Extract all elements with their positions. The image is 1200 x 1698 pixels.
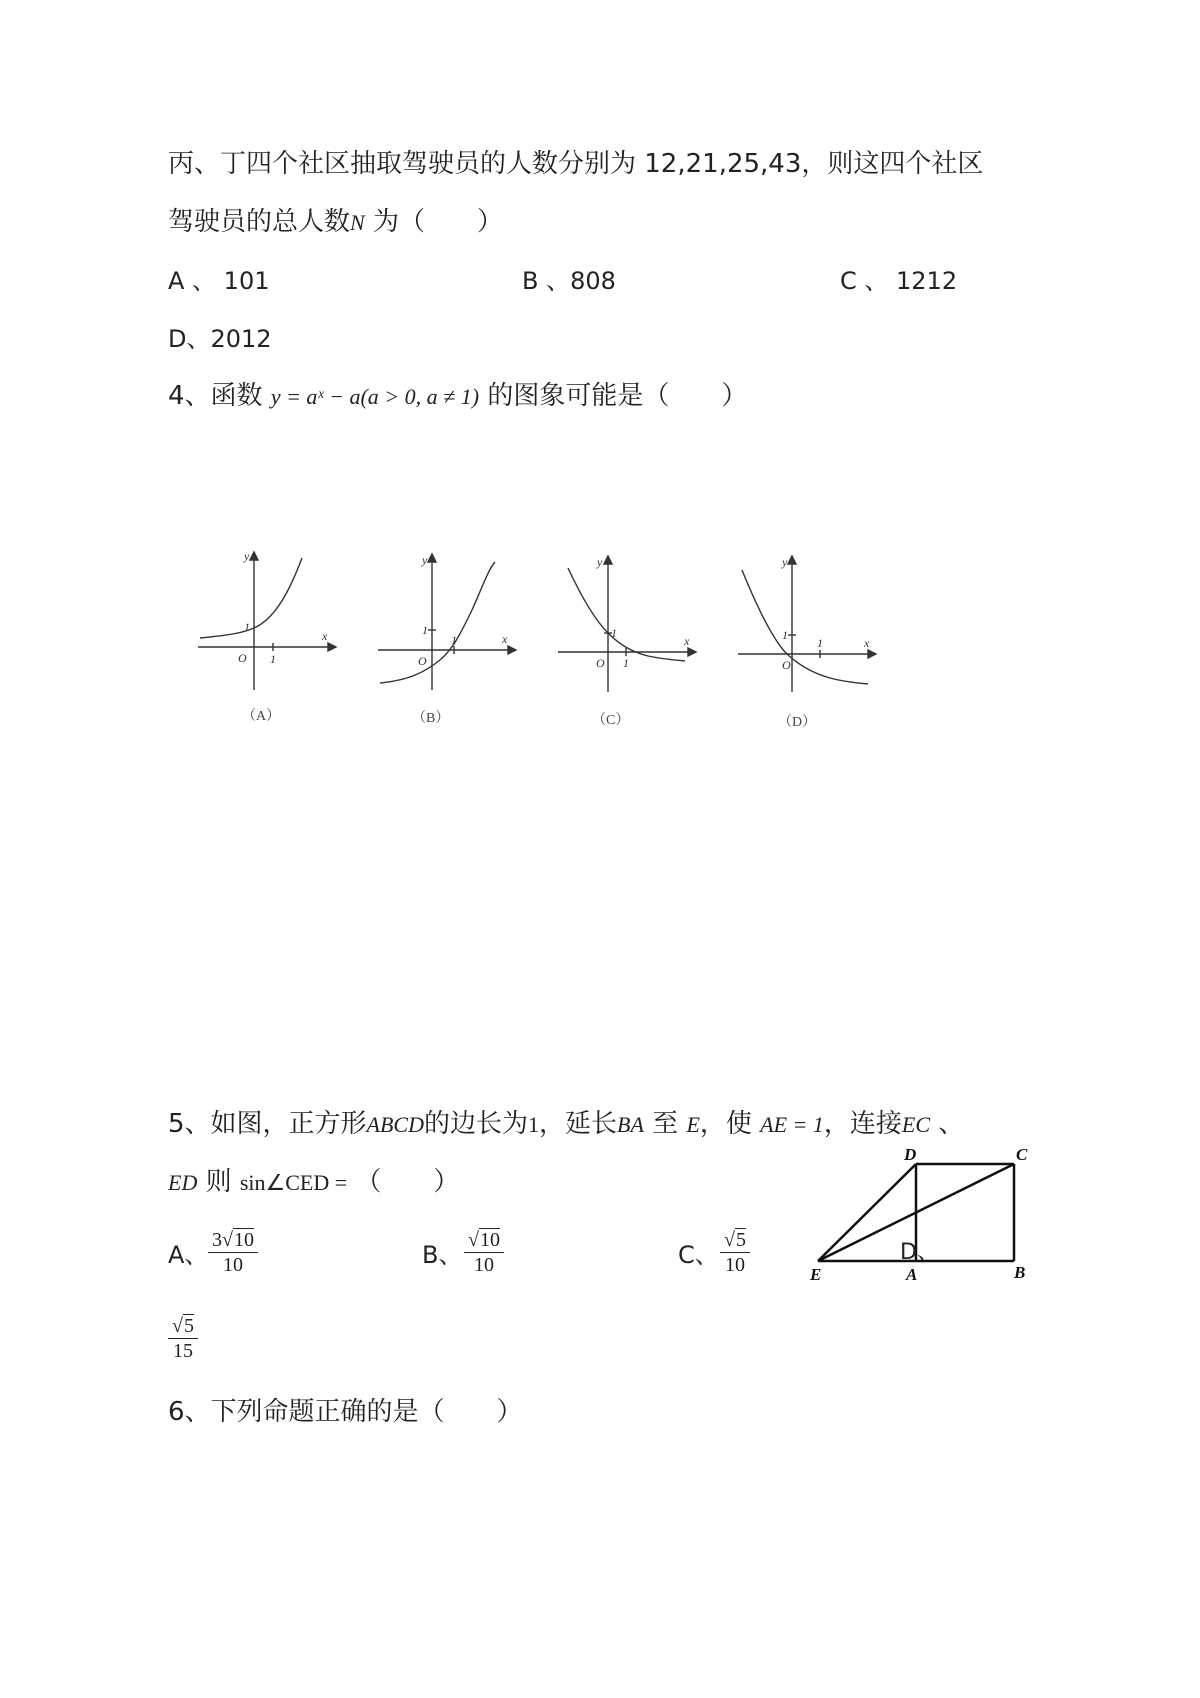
graph-a-origin: O — [238, 651, 247, 665]
q5-var-one: 1 — [528, 1112, 540, 1137]
q3-option-d: D、2012 — [168, 325, 272, 353]
graph-b — [378, 554, 516, 690]
q5-d-root: 5 — [183, 1315, 194, 1337]
graph-d-origin: O — [782, 658, 791, 672]
graph-d — [738, 556, 876, 692]
q5-var-ae: AE = 1 — [760, 1112, 824, 1137]
q5-text-g: ，连接 — [823, 1109, 902, 1139]
q3-option-a: A 、 101 — [168, 267, 270, 295]
graph-a — [198, 552, 336, 690]
graph-a-one-y: 1 — [244, 620, 250, 634]
q5-option-c-fraction: $\frac{√5}{10}$ — [720, 1228, 750, 1277]
graph-a-caption: （A） — [242, 709, 281, 724]
q5-a-den: 10 — [222, 1254, 243, 1276]
q4-suffix: 的图象可能是（ ） — [479, 381, 748, 411]
graph-c-x-label: x — [684, 634, 690, 648]
q5-text-a: 5、如图，正方形 — [168, 1109, 367, 1139]
q5-c-root: 5 — [735, 1229, 746, 1251]
graph-c-x-arrow — [688, 648, 696, 656]
q5-b-den: 10 — [473, 1254, 494, 1276]
q5-var-ec: EC — [901, 1112, 931, 1137]
q5-sin-expr: sin∠CED = — [239, 1170, 348, 1195]
q5-option-a-fraction: $\frac{3√10}{10}$ — [208, 1228, 258, 1277]
q4-prefix: 4、函数 — [168, 381, 271, 411]
graph-d-one-y: 1 — [782, 628, 788, 642]
graph-d-y-label: y — [782, 555, 788, 569]
q5-var-ba: BA — [617, 1112, 644, 1137]
q5-b-root: 10 — [479, 1229, 500, 1251]
q5-d-den: 15 — [172, 1340, 193, 1362]
q3-var-n: N — [350, 210, 365, 235]
q5-option-a-label: A、 — [168, 1241, 209, 1269]
q5-stem-line2 — [168, 1164, 459, 1201]
point-a-label: A — [906, 1265, 918, 1284]
graph-c-y-arrow — [604, 556, 612, 564]
graph-b-one-x: 1 — [451, 633, 457, 647]
q5-text-then: 则 — [197, 1167, 240, 1197]
q4-stem — [168, 378, 747, 415]
q3-option-c: C 、 1212 — [840, 267, 958, 295]
graph-c-caption: （C） — [592, 713, 630, 728]
graph-a-one-x: 1 — [270, 652, 276, 666]
q5-text-h: 、 — [930, 1109, 965, 1139]
q3-line2-tail: 为（ ） — [364, 207, 503, 237]
q5-c-den: 10 — [724, 1254, 745, 1276]
q3-option-b: B 、808 — [522, 267, 616, 295]
graph-d-curve — [742, 570, 868, 684]
q5-text-c: ，延长 — [539, 1109, 618, 1139]
q5-var-e: E — [686, 1112, 700, 1137]
graph-a-x-label: x — [322, 629, 328, 643]
q5-stem-line1 — [168, 1106, 964, 1143]
q3-line2-text: 驾驶员的总人数 — [168, 207, 351, 237]
graph-d-y-arrow — [788, 556, 796, 564]
q4-formula: y = aˣ − a(a > 0, a ≠ 1) — [270, 384, 480, 409]
graph-c-origin: O — [596, 656, 605, 670]
graph-d-caption: （D） — [778, 715, 817, 730]
q5-option-c-label: C、 — [678, 1241, 719, 1269]
point-e-label: E — [810, 1265, 822, 1284]
q5-text-d: 至 — [643, 1109, 687, 1139]
graph-a-y-label: y — [244, 549, 250, 563]
graph-b-caption: （B） — [412, 711, 450, 726]
q5-a-root: 10 — [233, 1229, 254, 1251]
graph-b-x-arrow — [508, 646, 516, 654]
graph-c-y-label: y — [597, 555, 603, 569]
point-b-label: B — [1014, 1263, 1026, 1282]
graph-c-one-x: 1 — [623, 656, 629, 670]
graph-d-x-label: x — [864, 636, 870, 650]
graph-d-one-x: 1 — [817, 636, 823, 650]
point-d-label: D — [904, 1145, 917, 1164]
q5-text-b: 的边长为 — [424, 1109, 529, 1139]
q5-option-b-label: B、 — [422, 1241, 463, 1269]
graph-b-y-label: y — [422, 553, 428, 567]
graph-a-curve — [200, 558, 302, 638]
q5-var-abcd: ABCD — [366, 1112, 424, 1137]
q5-option-d-label: D、 — [900, 1240, 939, 1265]
graph-b-one-y: 1 — [422, 623, 428, 637]
q5-text-f: ，使 — [699, 1109, 761, 1139]
graph-b-curve — [380, 562, 495, 683]
graph-b-y-arrow — [428, 554, 436, 562]
q5-option-d-fraction: $\frac{√5}{15}$ — [168, 1314, 198, 1363]
graph-d-x-arrow — [868, 650, 876, 658]
graph-a-x-arrow — [328, 643, 336, 651]
q5-text-paren: （ ） — [347, 1167, 460, 1197]
q4-graph-figure — [180, 540, 900, 750]
q3-line2 — [168, 204, 503, 241]
q5-a-coef: 3 — [212, 1229, 222, 1251]
q5-option-b-fraction: $\frac{√10}{10}$ — [464, 1228, 504, 1277]
graph-b-origin: O — [418, 654, 427, 668]
graph-b-x-label: x — [502, 632, 508, 646]
q5-var-ed: ED — [168, 1170, 198, 1195]
point-c-label: C — [1016, 1145, 1028, 1164]
q6-stem: 6、下列命题正确的是（ ） — [168, 1397, 523, 1427]
q3-line1: 丙、丁四个社区抽取驾驶员的人数分别为 12,21,25,43，则这四个社区 — [168, 149, 984, 179]
graph-c-curve — [568, 568, 685, 661]
graph-c — [558, 556, 696, 692]
graph-c-one-y: 1 — [611, 626, 617, 640]
graph-a-y-arrow — [250, 552, 258, 560]
